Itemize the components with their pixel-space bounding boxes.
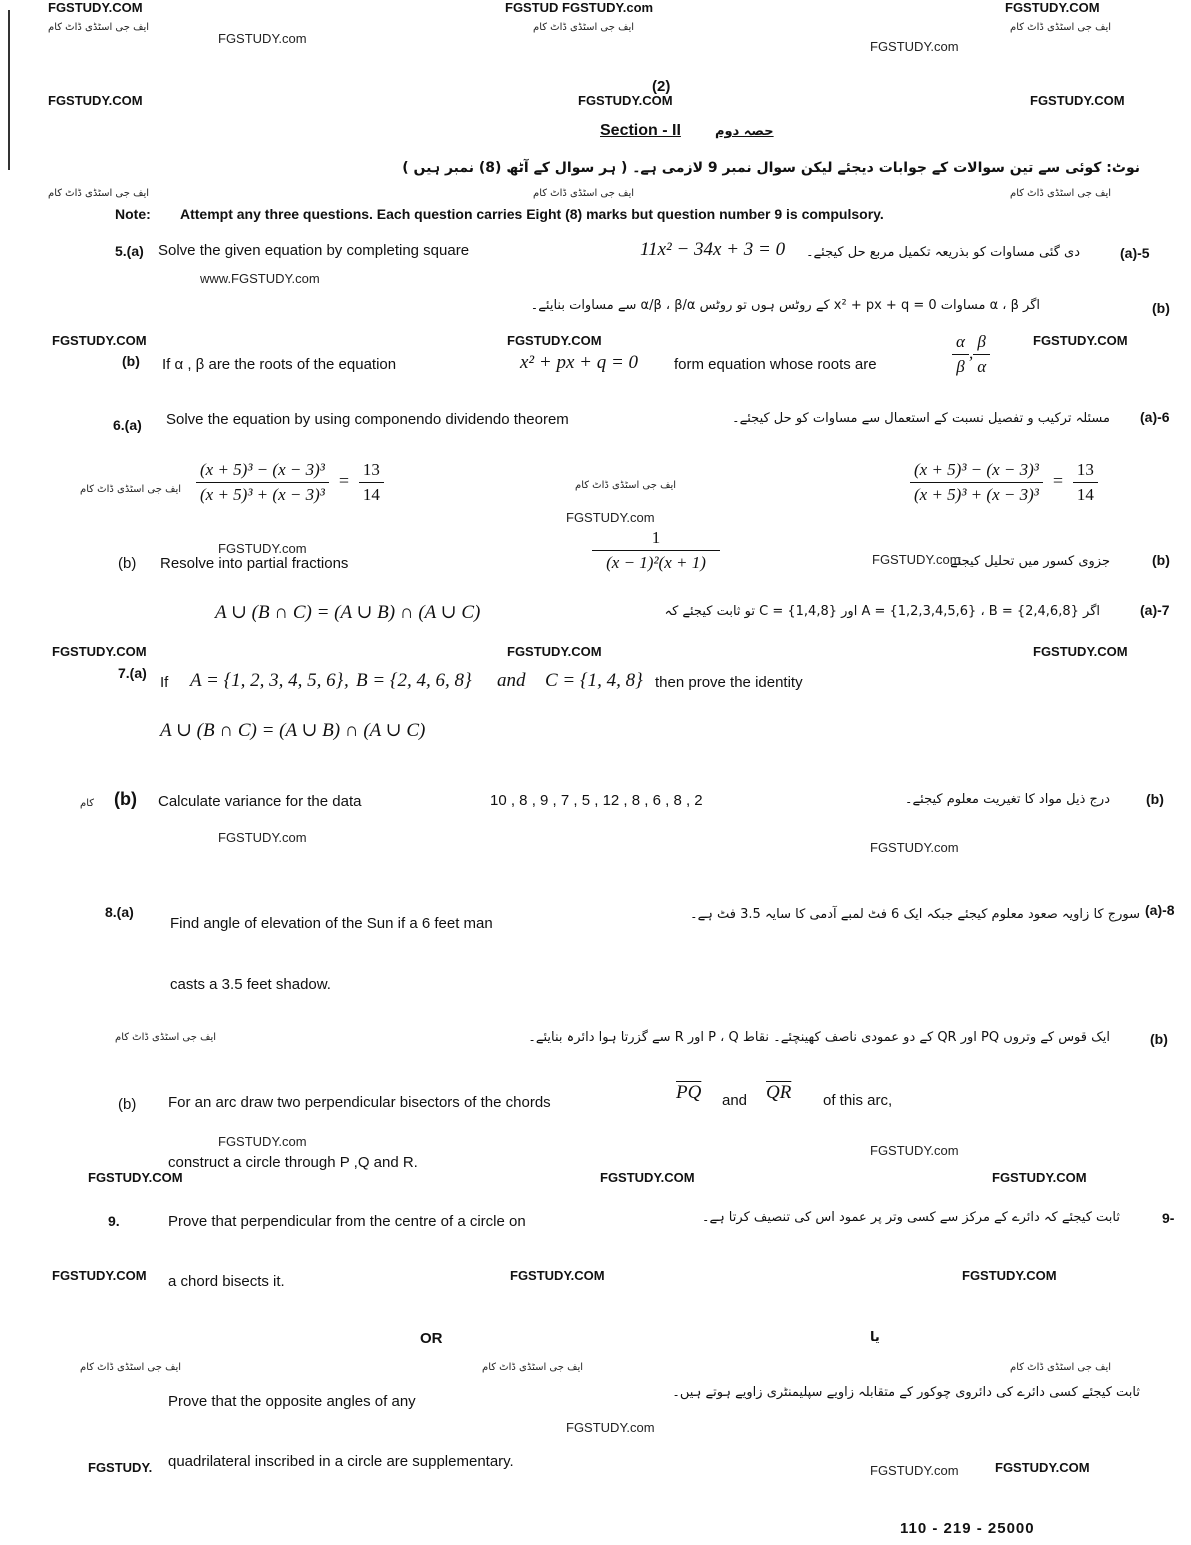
q7-set-a: A = {1, 2, 3, 4, 5, 6} [190,670,344,691]
watermark-row: FGSTUDY.COM [992,1170,1087,1185]
watermark-small: FGSTUDY.com [218,1134,307,1149]
q9-urdu-1: ثابت کیجئے کہ دائرے کے مرکز سے کسی وتر پر عمود اس کی تنصیف کرتا ہے۔ [701,1210,1120,1225]
q5-root-fraction-1: $\frac{\alpha}{\beta}$ [952,332,969,377]
note-label: Note: [115,206,151,222]
q9-text-4: quadrilateral inscribed in a circle are supplementary. [168,1453,514,1470]
watermark-urdu: ایف جی اسٹڈی ڈاٹ کام [533,188,635,199]
q5-urdu-b: اگر α ، β مساوات x² + px + q = 0 کے روٹس ہوں تو روٹس α/β ، β/α سے مساوات بنایئے۔ [530,298,1040,313]
q6-rhs-fraction: $\frac{13}{14}$ [1073,460,1098,505]
q9-text-2: a chord bisects it. [168,1273,285,1290]
q6-urdu-a: مسئلہ ترکیب و تفصیل نسبت کے استعمال سے مساوات کو حل کیجئے۔ [732,411,1110,426]
q7-b-text: Calculate variance for the data [158,793,362,810]
q8-b-text-3: construct a circle through P ,Q and R. [168,1154,418,1171]
q8-urdu-label: (a)-8 [1145,902,1175,918]
paper-code: 110 - 219 - 25000 [900,1520,1035,1537]
watermark-small: FGSTUDY.com [872,552,961,567]
q8-and: and [722,1092,748,1109]
q6-partial-fraction: $\frac{1}{\text{(x − 1)²(x + 1)}}$ [592,528,720,573]
watermark-small: FGSTUDY.com [218,830,307,845]
watermark-row: FGSTUDY.COM [88,1170,183,1185]
q7-urdu-line: اگر A = {1,2,3,4,5,6} ، B = {2,4,6,8} اور C = {1,4,8} تو ثابت کیجئے کہ [664,604,1100,619]
section-urdu-title: حصہ دوم [715,124,774,139]
watermark-urdu: کام [80,798,94,809]
q6-rhs-fraction: $\frac{13}{14}$ [359,460,384,505]
q6-urdu-b: جزوی کسور میں تحلیل کیجئے [950,554,1110,569]
watermark-urdu: ایف جی اسٹڈی ڈاٹ کام [48,188,150,199]
watermark-row: FGSTUDY.COM [1033,333,1128,348]
q5-b-equation: x² + px + q = 0 [520,352,639,373]
watermark-row: FGSTUDY.COM [995,1460,1090,1475]
watermark-urdu: ایف جی اسٹڈی ڈاٹ کام [115,1032,217,1043]
watermark-row: FGSTUDY.COM [507,333,602,348]
watermark-row: FGSTUDY.COM [48,93,143,108]
watermark-top-right: FGSTUDY.COM [1005,0,1100,15]
watermark-row: FGSTUDY.COM [600,1170,695,1185]
q5-equation: 11x² − 34x + 3 = 0 [640,239,786,260]
watermark-row: FGSTUDY.COM [1030,93,1125,108]
watermark-row: FGSTUDY.COM [1033,644,1128,659]
watermark-urdu: ایف جی اسٹڈی ڈاٹ کام [48,22,150,33]
q7-text-2: then prove the identity [655,674,803,691]
watermark-small: FGSTUDY.com [870,1143,959,1158]
watermark-row: FGSTUDY.COM [962,1268,1057,1283]
q7-urdu-label: (a)-7 [1140,602,1170,618]
q7-text-1: If [160,674,169,691]
q7-urdu-identity: A ∪ (B ∩ C) = (A ∪ B) ∩ (A ∪ C) [215,602,481,623]
note-text: Attempt any three questions. Each question carries Eight (8) marks but question number 9 is compulsory. [180,206,884,222]
q8-chord-pq: $\overline{PQ}$ [676,1082,702,1103]
watermark-top-left: FGSTUDY.COM [48,0,143,15]
q5-b-text-2: form equation whose roots are [674,356,877,373]
watermark-row: FGSTUDY. [88,1460,153,1475]
q7-number: 7.(a) [118,665,147,681]
watermark-www: www.FGSTUDY.com [200,271,320,286]
q8-urdu-a: سورج کا زاویہ صعود معلوم کیجئے جبکہ ایک 6 فٹ لمبے آدمی کا سایہ 3.5 فٹ ہے۔ [690,907,1140,922]
q9-text-3: Prove that the opposite angles of any [168,1393,416,1410]
q8-urdu-b-label: (b) [1150,1031,1168,1047]
watermark-small: FGSTUDY.com [870,840,959,855]
q5-urdu-a: دی گئی مساوات کو بذریعہ تکمیل مربع حل کیجئے۔ [805,245,1080,260]
q7-b-data: 10 , 8 , 9 , 7 , 5 , 12 , 8 , 6 , 8 , 2 [490,792,703,809]
q5-b-label: (b) [122,353,140,369]
q8-b-text-2: of this arc, [823,1092,893,1109]
q7-urdu-b: درج ذیل مواد کا تغیریت معلوم کیجئے۔ [904,792,1110,807]
q9-or: OR [420,1330,443,1347]
watermark-top-center: FGSTUD FGSTUDY.com [505,0,654,15]
q8-text-1: Find angle of elevation of the Sun if a 6 feet man [170,915,493,932]
q7-set-b: B = {2, 4, 6, 8} [356,670,472,691]
q6-b-label: (b) [118,555,137,572]
watermark-small: FGSTUDY.com [566,510,655,525]
q6-b-text: Resolve into partial fractions [160,555,349,572]
q6-urdu-b-label: (b) [1152,552,1170,568]
q8-text-2: casts a 3.5 feet shadow. [170,976,331,993]
section-title: Section - II [600,122,681,139]
watermark-urdu: ایف جی اسٹڈی ڈاٹ کام [1010,22,1112,33]
q6-b-fraction [592,528,720,573]
q7-and: and [497,670,526,691]
q6-lhs-fraction: $\frac{\text{(x + 5)³ − (x − 3)³}}{\text{(x + 5)³ + (x − 3)³}}$ [196,460,329,505]
watermark-row: FGSTUDY.COM [52,1268,147,1283]
watermark-row: FGSTUDY.COM [52,644,147,659]
q6-urdu-label: (a)-6 [1140,409,1170,425]
q8-b-label: (b) [118,1096,137,1113]
q9-urdu-label: 9- [1162,1210,1175,1226]
watermark-small: FGSTUDY.com [870,39,959,54]
q7-urdu-b-label: (b) [1146,791,1164,807]
page-number: (2) [652,78,671,95]
q8-urdu-b: ایک قوس کے وتروں PQ اور QR کے دو عمودی ناصف کھینچئے۔ نقاط P ، Q اور R سے گزرتا ہوا دائرہ بنایئے۔ [528,1030,1110,1045]
note-urdu: نوٹ: کوئی سے تین سوالات کے جوابات دیجئے لیکن سوال نمبر 9 لازمی ہے۔ ( ہر سوال کے آٹھ (8) نمبر ہیں ) [402,160,1140,176]
q7-set-c: C = {1, 4, 8} [545,670,643,691]
watermark-row: FGSTUDY.COM [52,333,147,348]
q5-urdu-label: (a)-5 [1120,245,1150,261]
watermark-row: FGSTUDY.COM [507,644,602,659]
q9-number: 9. [108,1213,120,1229]
q5-number: 5.(a) [115,243,144,259]
q9-text-1: Prove that perpendicular from the centre of a circle on [168,1213,526,1230]
q5-urdu-b-label: (b) [1152,300,1170,316]
watermark-small: FGSTUDY.com [870,1463,959,1478]
watermark-small: FGSTUDY.com [566,1420,655,1435]
watermark-urdu: ایف جی اسٹڈی ڈاٹ کام [575,480,677,491]
q6-equation-right: $\frac{\text{(x + 5)³ − (x − 3)³}}{\text{(x + 5)³ + (x − 3)³}}$ = $\frac{13}{14}$ [910,460,1098,505]
q8-number: 8.(a) [105,904,134,920]
q5-b-text-1: If α , β are the roots of the equation [162,356,397,373]
watermark-row: FGSTUDY.COM [578,93,673,108]
q7-identity: A ∪ (B ∩ C) = (A ∪ B) ∩ (A ∪ C) [160,720,426,741]
watermark-urdu: ایف جی اسٹڈی ڈاٹ کام [80,484,182,495]
q5-text: Solve the given equation by completing square [158,242,470,259]
watermark-urdu: ایف جی اسٹڈی ڈاٹ کام [1010,1362,1112,1373]
watermark-urdu: ایف جی اسٹڈی ڈاٹ کام [80,1362,182,1373]
q6-equation-left: $\frac{\text{(x + 5)³ − (x − 3)³}}{\text{(x + 5)³ + (x − 3)³}}$ = $\frac{13}{14}$ [196,460,384,505]
q7-comma: , [344,670,349,691]
watermark-small: FGSTUDY.com [218,541,307,556]
q8-chord-qr: $\overline{QR}$ [766,1082,792,1103]
watermark-small: FGSTUDY.com [218,31,307,46]
watermark-urdu: ایف جی اسٹڈی ڈاٹ کام [533,22,635,33]
watermark-urdu: ایف جی اسٹڈی ڈاٹ کام [1010,188,1112,199]
q6-number: 6.(a) [113,417,142,433]
watermark-urdu: ایف جی اسٹڈی ڈاٹ کام [482,1362,584,1373]
q9-or-urdu: یا [870,1330,880,1345]
watermark-row: FGSTUDY.COM [510,1268,605,1283]
q5-root-fraction-2: $\frac{\beta}{\alpha}$ [973,332,990,377]
q8-b-text-1: For an arc draw two perpendicular bisectors of the chords [168,1094,551,1111]
q6-lhs-fraction: $\frac{\text{(x + 5)³ − (x − 3)³}}{\text{(x + 5)³ + (x − 3)³}}$ [910,460,1043,505]
q5-roots: $\frac{\alpha}{\beta}$ , $\frac{\beta}{\alpha}$ [952,332,990,377]
margin-line [8,10,10,170]
q6-text: Solve the equation by using componendo dividendo theorem [166,411,569,428]
q7-b-label: (b) [114,789,137,809]
q9-urdu-2: ثابت کیجئے کسی دائرے کی دائروی چوکور کے متقابلہ زاویے سپلیمنٹری زاویے ہوتے ہیں۔ [672,1385,1140,1400]
